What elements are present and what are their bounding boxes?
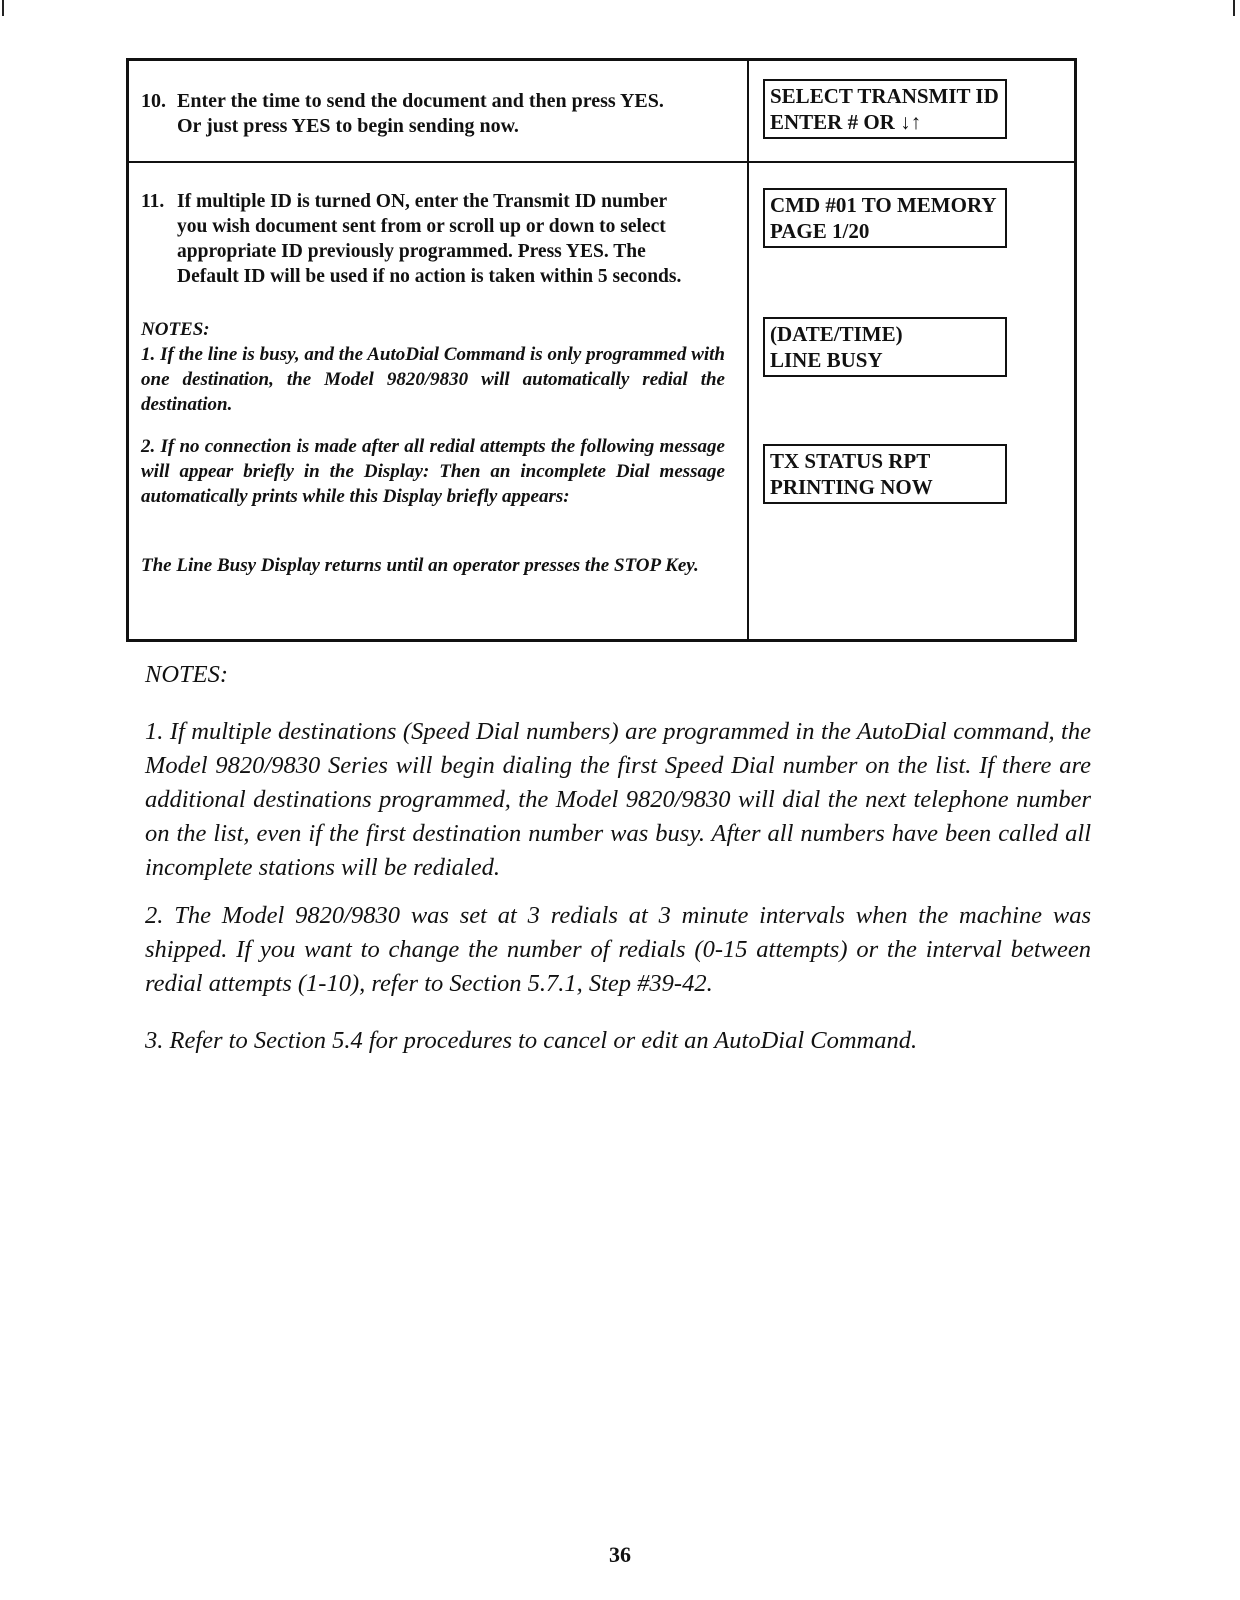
inner-notes-note-2 [141, 434, 725, 509]
column-divider [747, 61, 749, 639]
row-divider [129, 161, 1074, 163]
notes-item-3 [145, 1024, 1091, 1058]
notes-item-2 [145, 899, 1091, 1001]
notes-item-3-text: 3. Refer to Section 5.4 for procedures to cancel or edit an AutoDial Command. [145, 1027, 918, 1054]
display-line-busy [763, 317, 1007, 377]
step-11-line-4: Default ID will be used if no action is taken within 5 seconds. [177, 266, 682, 287]
inner-notes-note-1 [141, 317, 725, 417]
step-11-line-2: you wish document sent from or scroll up or down to select [177, 216, 666, 237]
scan-edge-mark-left [2, 0, 4, 16]
display-tx-status-report [763, 444, 1007, 504]
display-line-1: (DATE/TIME) [770, 322, 903, 346]
step-10-line-1: Enter the time to send the document and then press YES. [177, 90, 664, 112]
display-select-transmit-id [763, 79, 1007, 139]
display-line-2: PRINTING NOW [770, 475, 933, 499]
step-11-line-1: If multiple ID is turned ON, enter the Transmit ID number [177, 191, 668, 212]
display-line-1: CMD #01 TO MEMORY [770, 193, 997, 217]
page-number: 36 [609, 1542, 631, 1567]
inner-notes-note-3 [141, 553, 725, 578]
inner-note-3-text: The Line Busy Display returns until an operator presses the STOP Key. [141, 555, 699, 576]
step-11-number: 11. [141, 191, 165, 212]
scan-edge-mark-right [1233, 0, 1235, 16]
notes-heading: NOTES: [145, 661, 229, 688]
display-line-2: ENTER # OR ↓↑ [770, 110, 922, 134]
notes-item-1-text: 1. If multiple destinations (Speed Dial numbers) are programmed in the AutoDial command, the Model 9820/9830 Series will begin dialing the first Speed Dial number on the list. If there are additional destinations programmed, the Model 9820/9830 will dial the next telephone number on the list, even if the first destination number was busy. After all numbers have been called all incomplete stations will be redialed. [145, 718, 1091, 881]
display-line-2: PAGE 1/20 [770, 219, 870, 243]
display-cmd-to-memory [763, 188, 1007, 248]
display-line-1: TX STATUS RPT [770, 449, 931, 473]
inner-notes-heading: NOTES: [141, 319, 210, 340]
step-10-number: 10. [141, 90, 166, 112]
notes-item-2-text: 2. The Model 9820/9830 was set at 3 redials at 3 minute intervals when the machine was shipped. If you want to change the number of redials (0-15 attempts) or the interval between redial attempts (1-10), refer to Section 5.7.1, Step #39-42. [145, 902, 1091, 997]
inner-note-1-text: 1. If the line is busy, and the AutoDial Command is only programmed with one destination, the Model 9820/9830 will automatically redial the destination. [141, 344, 725, 415]
procedure-table [126, 58, 1077, 642]
notes-item-1 [145, 715, 1091, 885]
step-10-line-2: Or just press YES to begin sending now. [177, 115, 519, 137]
inner-note-2-text: 2. If no connection is made after all redial attempts the following message will appear briefly in the Display: Then an incomplete Dial message automatically prints while this Display briefly appears: [141, 436, 725, 507]
display-line-2: LINE BUSY [770, 348, 883, 372]
step-11 [141, 189, 741, 289]
step-11-line-3: appropriate ID previously programmed. Press YES. The [177, 241, 646, 262]
display-line-1: SELECT TRANSMIT ID [770, 84, 999, 108]
step-10 [141, 89, 731, 139]
